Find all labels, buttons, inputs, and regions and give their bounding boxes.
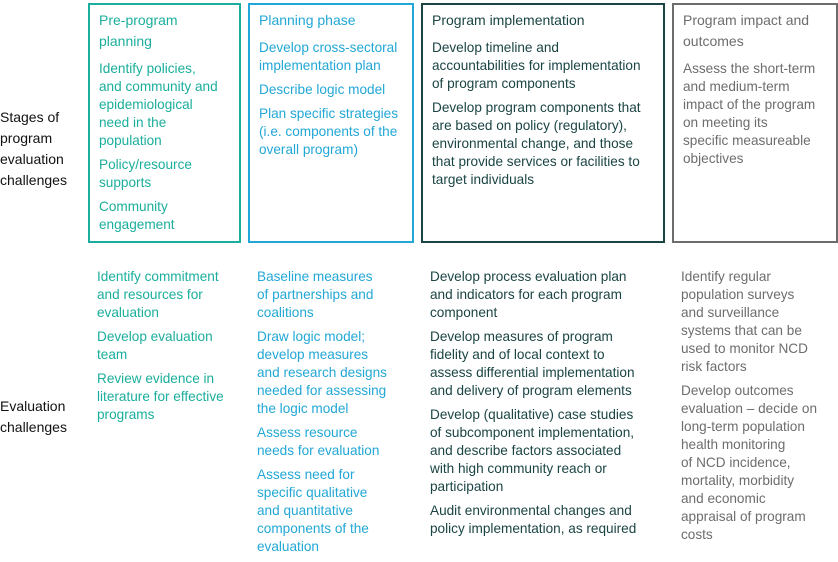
text-line: Identify policies,: [99, 61, 196, 76]
text-line: of partnerships and: [257, 287, 374, 302]
text-line: population: [99, 133, 162, 148]
text-line: used to monitor NCD: [681, 341, 808, 356]
evaluation-item: [430, 328, 657, 400]
text-line: participation: [430, 479, 504, 494]
text-line: planning: [99, 33, 152, 49]
text-line: Draw logic model;: [257, 329, 366, 344]
text-line: evaluation: [97, 305, 159, 320]
text-line: with high community reach or: [430, 461, 607, 476]
text-line: Develop outcomes: [681, 383, 794, 398]
text-line: fidelity and of local context to: [430, 347, 605, 362]
stage-item: [432, 99, 655, 189]
stage-item: [99, 198, 231, 234]
text-line: environmental change, and those: [432, 136, 634, 151]
evaluation-item: [681, 382, 830, 544]
text-line: Program impact and: [683, 12, 810, 28]
text-line: assess differential implementation: [430, 365, 635, 380]
text-line: Identify regular: [681, 269, 771, 284]
stage-item: [432, 39, 655, 93]
text-line: mortality, morbidity: [681, 473, 795, 488]
text-line: evaluation: [257, 539, 319, 554]
text-line: are based on policy (regulatory),: [432, 118, 627, 133]
text-line: health monitoring: [681, 437, 786, 452]
text-line: of subcomponent implementation,: [430, 425, 635, 440]
text-line: of NCD incidence,: [681, 455, 791, 470]
text-line: Develop cross-sectoral: [259, 40, 398, 55]
text-line: engagement: [99, 217, 175, 232]
stage-title: [99, 10, 231, 52]
text-line: on meeting its: [683, 115, 768, 130]
text-line: outcomes: [683, 33, 744, 49]
text-line: Describe logic model: [259, 82, 386, 97]
stage-box-pre-program-planning: [88, 3, 241, 243]
text-line: population surveys: [681, 287, 795, 302]
row-label-line: challenges: [0, 419, 67, 435]
text-line: that provide services or facilities to: [432, 154, 640, 169]
text-line: specific qualitative: [257, 485, 368, 500]
text-line: Assess need for: [257, 467, 355, 482]
text-line: implementation plan: [259, 58, 381, 73]
text-line: Audit environmental changes and: [430, 503, 632, 518]
text-line: and resources for: [97, 287, 203, 302]
stage-item: [259, 81, 404, 99]
text-line: objectives: [683, 151, 744, 166]
evaluation-item: [97, 370, 233, 424]
eval-column-pre-program-planning: [88, 268, 241, 430]
evaluation-item: [430, 268, 657, 322]
text-line: Planning phase: [259, 12, 356, 28]
text-line: and describe factors associated: [430, 443, 622, 458]
text-line: systems that can be: [681, 323, 802, 338]
text-line: develop measures: [257, 347, 369, 362]
stage-item: [99, 60, 231, 150]
text-line: and indicators for each program: [430, 287, 622, 302]
text-line: needed for assessing: [257, 383, 387, 398]
text-line: Develop measures of program: [430, 329, 613, 344]
text-line: appraisal of program: [681, 509, 806, 524]
row-label-line: challenges: [0, 172, 67, 188]
text-line: supports: [99, 175, 152, 190]
text-line: impact of the program: [683, 97, 816, 112]
evaluation-item: [97, 268, 233, 322]
text-line: Pre-program: [99, 12, 178, 28]
row-label-evaluation: [0, 396, 84, 438]
text-line: Program implementation: [432, 12, 585, 28]
stage-item: [683, 60, 828, 168]
stage-title: [432, 10, 655, 31]
text-line: Assess resource: [257, 425, 358, 440]
row-label-line: Stages of: [0, 109, 60, 125]
text-line: risk factors: [681, 359, 747, 374]
text-line: programs: [97, 407, 155, 422]
evaluation-item: [430, 406, 657, 496]
text-line: need in the: [99, 115, 167, 130]
text-line: and delivery of program elements: [430, 383, 632, 398]
evaluation-item: [97, 328, 233, 364]
stage-box-program-implementation: [421, 3, 665, 243]
text-line: the logic model: [257, 401, 349, 416]
evaluation-item: [257, 328, 406, 418]
text-line: Develop timeline and: [432, 40, 559, 55]
evaluation-item: [430, 502, 657, 538]
text-line: and surveillance: [681, 305, 780, 320]
text-line: (i.e. components of the: [259, 124, 398, 139]
text-line: Policy/resource: [99, 157, 192, 172]
text-line: accountabilities for implementation: [432, 58, 641, 73]
text-line: needs for evaluation: [257, 443, 380, 458]
text-line: Assess the short-term: [683, 61, 816, 76]
text-line: Develop program components that: [432, 100, 641, 115]
stage-item: [99, 156, 231, 192]
row-label-line: program: [0, 130, 53, 146]
text-line: Plan specific strategies: [259, 106, 399, 121]
text-line: Community: [99, 199, 168, 214]
text-line: coalitions: [257, 305, 314, 320]
text-line: and quantitative: [257, 503, 353, 518]
text-line: literature for effective: [97, 389, 224, 404]
text-line: Develop process evaluation plan: [430, 269, 627, 284]
eval-column-planning-phase: [248, 268, 414, 562]
text-line: target individuals: [432, 172, 535, 187]
text-line: team: [97, 347, 128, 362]
text-line: Develop (qualitative) case studies: [430, 407, 634, 422]
stage-title: [259, 10, 404, 31]
text-line: policy implementation, as required: [430, 521, 637, 536]
evaluation-item: [257, 466, 406, 556]
row-label-line: evaluation: [0, 151, 64, 167]
text-line: component: [430, 305, 498, 320]
text-line: Develop evaluation: [97, 329, 213, 344]
text-line: and research designs: [257, 365, 387, 380]
text-line: Review evidence in: [97, 371, 215, 386]
stage-box-program-impact-outcomes: [672, 3, 838, 243]
text-line: and community and: [99, 79, 218, 94]
text-line: and medium-term: [683, 79, 790, 94]
stage-title: [683, 10, 828, 52]
text-line: specific measureable: [683, 133, 811, 148]
text-line: and economic: [681, 491, 766, 506]
text-line: epidemiological: [99, 97, 193, 112]
stage-item: [259, 105, 404, 159]
row-label-line: Evaluation: [0, 398, 66, 414]
row-label-stages: [0, 107, 84, 191]
stage-box-planning-phase: [248, 3, 414, 243]
text-line: overall program): [259, 142, 358, 157]
text-line: evaluation – decide on: [681, 401, 818, 416]
stage-item: [259, 39, 404, 75]
text-line: components of the: [257, 521, 369, 536]
evaluation-item: [257, 268, 406, 322]
text-line: Identify commitment: [97, 269, 219, 284]
text-line: long-term population: [681, 419, 805, 434]
text-line: costs: [681, 527, 713, 542]
evaluation-item: [681, 268, 830, 376]
eval-column-program-implementation: [421, 268, 665, 544]
evaluation-item: [257, 424, 406, 460]
eval-column-program-impact-outcomes: [672, 268, 838, 550]
text-line: of program components: [432, 76, 576, 91]
text-line: Baseline measures: [257, 269, 373, 284]
